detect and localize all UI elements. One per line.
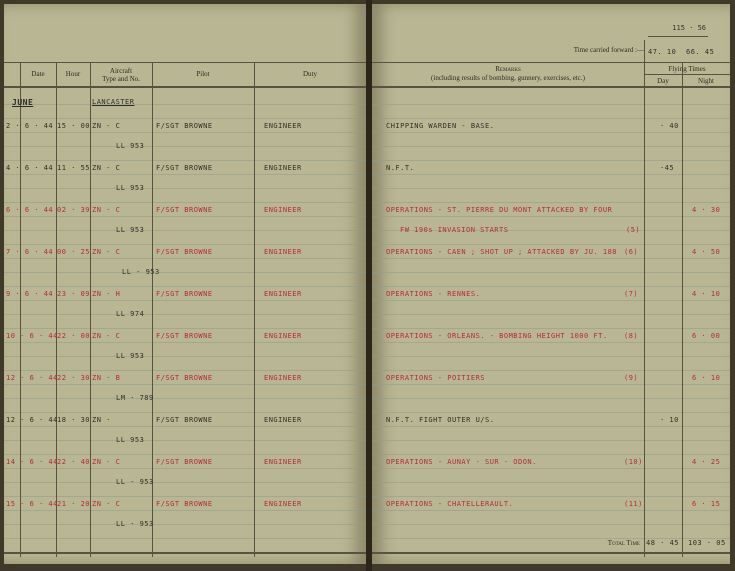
entry-duty: ENGINEER [264,122,302,130]
entry-date: 9 · 6 · 44 [6,290,54,298]
ruled-line [4,468,366,469]
ruled-line [372,524,730,525]
ruled-line [372,258,730,259]
entry-serial: LL 953 [116,352,145,360]
ruled-line [372,356,730,357]
ruled-line [4,496,366,497]
entry-date: 12 · 6 · 44 [6,374,58,382]
entry-duty: ENGINEER [264,290,302,298]
entry-night-time: 4 · 10 [692,290,721,298]
carried-night: 66. 45 [686,48,715,56]
entry-remarks: N.F.T. [386,164,415,172]
entry-remarks-continued: FW 190s INVASION STARTS [400,226,509,234]
header-aircraft: Aircraft Type and No. [102,67,140,83]
total-day: 48 · 45 [646,539,680,547]
entry-op-ref: (9) [624,374,639,382]
ruled-line [4,188,366,189]
entry-op-ref: (8) [624,332,639,340]
entry-aircraft: ZN · [92,416,111,424]
ruled-line [372,300,730,301]
entry-night-time: 4 · 50 [692,248,721,256]
ruled-line [372,132,730,133]
entry-date: 7 · 6 · 44 [6,248,54,256]
entry-remarks: OPERATIONS - ST. PIERRE DU MONT ATTACKED BY FOUR [386,206,613,214]
entry-remarks: CHIPPING WARDEN - BASE. [386,122,495,130]
entry-date: 14 · 6 · 44 [6,458,58,466]
ruled-line [4,314,366,315]
entry-duty: ENGINEER [264,500,302,508]
ruled-line [4,174,366,175]
ruled-line [4,146,366,147]
entry-aircraft: ZN - C [92,332,121,340]
entry-serial: LL 953 [116,226,145,234]
ruled-line [4,412,366,413]
entry-day-time: · 10 [660,416,679,424]
header-date: Date [31,70,45,78]
ruled-line [4,482,366,483]
entry-op-ref: (6) [624,248,639,256]
entry-serial: LL - 953 [122,268,160,276]
entry-pilot: F/SGT BROWNE [156,122,213,130]
entry-op-ref: (11) [624,500,643,508]
ruled-line [372,412,730,413]
header-remarks-sub: (including results of bombing, gunnery, exercises, etc.) [431,74,585,82]
entry-date: 2 · 6 · 44 [6,122,54,130]
ruled-line [4,216,366,217]
ruled-line [4,440,366,441]
entry-hour: 22 · 40 [57,458,91,466]
ruled-line [4,398,366,399]
ruled-line [4,104,366,105]
entry-night-time: 4 · 30 [692,206,721,214]
entry-aircraft: ZN - C [92,248,121,256]
ruled-line [4,524,366,525]
ruled-line [372,342,730,343]
ruled-line [4,230,366,231]
entry-pilot: F/SGT BROWNE [156,500,213,508]
entry-remarks: OPERATIONS - CHATELLERAULT. [386,500,514,508]
entry-serial: LM · 789 [116,394,154,402]
total-night: 103 · 05 [688,539,726,547]
entry-op-ref: (5) [626,226,641,234]
entry-duty: ENGINEER [264,458,302,466]
entry-day-time: · 40 [660,122,679,130]
ruled-line [4,510,366,511]
entry-hour: 15 · 00 [57,122,91,130]
entry-serial: LL 953 [116,436,145,444]
ruled-line [4,286,366,287]
entry-date: 4 · 6 · 44 [6,164,54,172]
header-pilot: Pilot [196,70,210,78]
ruled-line [4,118,366,119]
entry-aircraft: ZN - C [92,164,121,172]
header-day: Day [657,77,669,85]
ruled-line [4,272,366,273]
ruled-line [372,496,730,497]
entry-aircraft: ZN · H [92,290,121,298]
entry-aircraft: ZN · B [92,374,121,382]
ruled-line [4,132,366,133]
entry-aircraft: ZN - C [92,122,121,130]
ruled-line [372,160,730,161]
ruled-line [372,384,730,385]
ruled-line [372,216,730,217]
entry-aircraft: ZN · C [92,206,121,214]
entry-hour: 22 · 00 [57,332,91,340]
ruled-line [372,272,730,273]
ruled-line [4,202,366,203]
entry-op-ref: (10) [624,458,643,466]
entry-hour: 18 · 30 [57,416,91,424]
entry-remarks: OPERATIONS - POITIERS [386,374,486,382]
ruled-line [372,118,730,119]
ruled-line [4,300,366,301]
ruled-line [372,482,730,483]
right-page [372,4,730,564]
entry-hour: 00 · 25 [57,248,91,256]
ruled-line [372,468,730,469]
entry-serial: LL 974 [116,310,145,318]
ruled-line [372,286,730,287]
ruled-line [372,244,730,245]
ruled-line [4,370,366,371]
entry-remarks: N.F.T. FIGHT OUTER U/S. [386,416,495,424]
ruled-line [4,356,366,357]
ruled-line [372,174,730,175]
header-duty: Duty [303,70,317,78]
carried-forward-label: Time carried forward :— [573,46,644,54]
entry-serial: LL 953 [116,184,145,192]
ruled-line [372,314,730,315]
entry-pilot: F/SGT BROWNE [156,458,213,466]
entry-duty: ENGINEER [264,374,302,382]
header-flying-times: Flying Times [668,65,706,73]
entry-date: 12 · 6 · 44 [6,416,58,424]
entry-day-time: ·45 [660,164,675,172]
ruled-line [372,370,730,371]
entry-serial: LL 953 [116,142,145,150]
ruled-line [372,398,730,399]
entry-hour: 22 · 30 [57,374,91,382]
ruled-line [372,426,730,427]
ruled-line [4,160,366,161]
aircraft-type-label: LANCASTER [92,98,135,106]
entry-pilot: F/SGT BROWNE [156,248,213,256]
ruled-line [4,538,366,539]
ruled-line [372,510,730,511]
ruled-line [372,188,730,189]
entry-serial: LL · 953 [116,520,154,528]
ruled-line [372,104,730,105]
month-label: JUNE [12,98,34,107]
header-hour: Hour [65,70,81,78]
entry-pilot: F/SGT BROWNE [156,290,213,298]
entry-remarks: OPERATIONS - CAEN ; SHOT UP ; ATTACKED BY JU. 188 [386,248,618,256]
entry-date: 6 · 6 · 44 [6,206,54,214]
entry-hour: 21 · 20 [57,500,91,508]
entry-hour: 11 · 55 [57,164,91,172]
entry-pilot: F/SGT BROWNE [156,416,213,424]
entry-remarks: OPERATIONS - ORLEANS. - BOMBING HEIGHT 1000 FT. [386,332,608,340]
ruled-line [372,328,730,329]
entry-duty: ENGINEER [264,206,302,214]
entry-duty: ENGINEER [264,248,302,256]
entry-aircraft: ZN · C [92,500,121,508]
entry-pilot: F/SGT BROWNE [156,374,213,382]
ruled-line [4,426,366,427]
ruled-line [4,342,366,343]
ruled-line [372,440,730,441]
entry-date: 15 · 6 · 44 [6,500,58,508]
entry-duty: ENGINEER [264,164,302,172]
ruled-line [4,258,366,259]
entry-hour: 02 · 39 [57,206,91,214]
entry-date: 10 · 6 · 44 [6,332,58,340]
ruled-line [4,384,366,385]
entry-duty: ENGINEER [264,332,302,340]
ruled-line [4,454,366,455]
entry-op-ref: (7) [624,290,639,298]
entry-pilot: F/SGT BROWNE [156,164,213,172]
ruled-line [372,202,730,203]
ruled-line [4,244,366,245]
ruled-line [372,146,730,147]
entry-pilot: F/SGT BROWNE [156,332,213,340]
ruled-line [4,328,366,329]
entry-remarks: OPERATIONS - AUNAY - SUR - ODON. [386,458,537,466]
entry-night-time: 6 · 15 [692,500,721,508]
entry-night-time: 4 · 25 [692,458,721,466]
carried-day: 47. 10 [648,48,677,56]
entry-remarks: OPERATIONS - RENNES. [386,290,481,298]
ruled-line [372,454,730,455]
header-remarks: Remarks [495,65,521,73]
left-page [4,4,366,564]
entry-serial: LL - 953 [116,478,154,486]
entry-hour: 23 · 09 [57,290,91,298]
page-number: 115 · 56 [672,24,706,32]
entry-pilot: F/SGT BROWNE [156,206,213,214]
entry-night-time: 6 · 00 [692,332,721,340]
entry-duty: ENGINEER [264,416,302,424]
entry-night-time: 6 · 10 [692,374,721,382]
total-time-label: Total Time [607,539,640,547]
entry-aircraft: ZN - C [92,458,121,466]
book-gutter [366,0,372,571]
header-night: Night [698,77,714,85]
